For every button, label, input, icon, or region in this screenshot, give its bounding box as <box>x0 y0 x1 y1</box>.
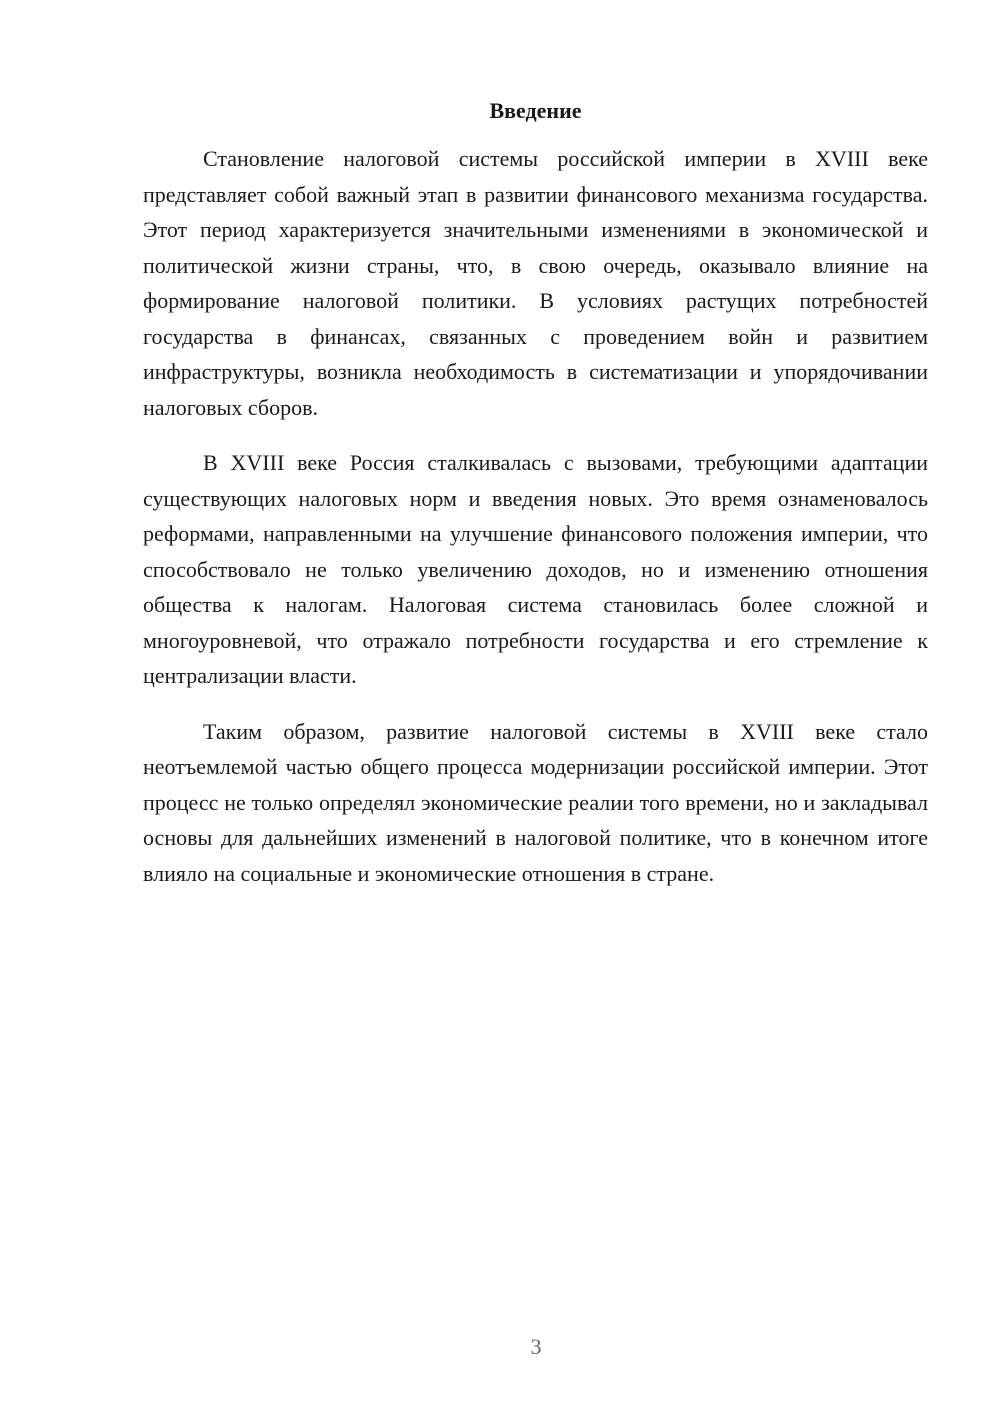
paragraph-1: Становление налоговой системы российской империи в XVIII веке представляет собой важный этап в развитии финансового механизма государства. Этот период характеризуется значительными изменениями в экономической и политической жизни страны, что, в свою очередь, оказывало влияние на формирование налоговой политики. В условиях растущих потребностей государства в финансах, связанных с проведением войн и развитием инфраструктуры, возникла необходимость в систематизации и упорядочивании налоговых сборов. <box>143 146 928 420</box>
paragraph-3: Таким образом, развитие налоговой системы в XVIII веке стало неотъемлемой частью общего процесса модернизации российской империи. Этот процесс не только определял экономические реалии того времени, но и закладывал основы для дальнейших изменений в налоговой политике, что в конечном итоге влияло на социальные и экономические отношения в стране. <box>143 718 928 886</box>
paragraph-2: В XVIII веке Россия сталкивалась с вызовами, требующими адаптации существующих налоговых норм и введения новых. Это время ознаменовалось реформами, направленными на улучшение финансового положения империи, что способствовало не только увеличению доходов, но и изменению отношения общества к налогам. Налоговая система становилась более сложной и многоуровневой, что отражало потребности государства и его стремление к централизации власти. <box>143 450 928 688</box>
body-text <box>143 141 928 911</box>
section-heading: Введение <box>489 98 582 123</box>
page-number: 3 <box>530 1334 542 1359</box>
